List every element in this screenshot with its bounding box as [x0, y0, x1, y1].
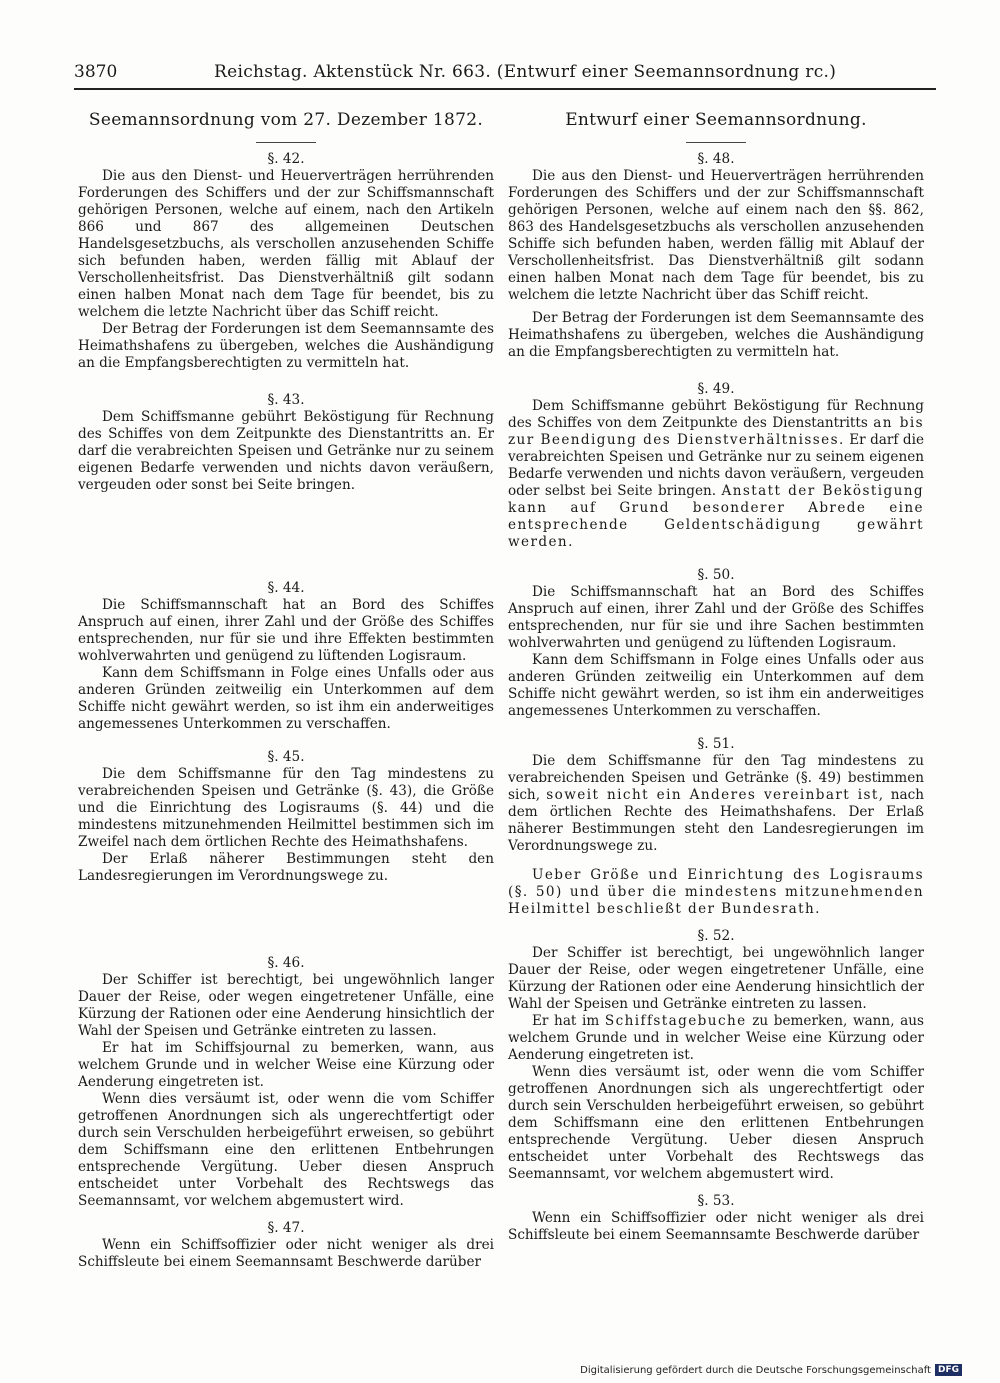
left-column	[78, 110, 494, 1271]
credit-text: Digitalisierung gefördert durch die Deutsche Forschungsgemeinschaft	[580, 1364, 931, 1376]
paragraph-text: nach dem örtlichen Rechte des Heimathshafens. Der Erlaß näherer Bestimmungen steht den Landesregierungen im Verordnungswege zu.	[508, 787, 924, 854]
section-head: §. 53.	[697, 1193, 735, 1209]
paragraph: Wenn ein Schiffsoffizier oder nicht weniger als drei Schiffsleute bei einem Seemannsamte Beschwerde darüber	[508, 1210, 924, 1243]
paragraph: Der Betrag der Forderungen ist dem Seemannsamte des Heimathshafens zu übergeben, welches die Aushändigung an die Empfangsberechtigten zu vermitteln hat.	[508, 310, 924, 360]
paragraph-text: zu bemerken, wann, aus welchem Grunde und in welcher Weise eine Kürzung oder Aenderung eingetreten ist.	[508, 1013, 924, 1063]
left-column-title: Seemannsordnung vom 27. Dezember 1872.	[88, 110, 484, 130]
paragraph: Die Schiffsmannschaft hat an Bord des Schiffes Anspruch auf einen, ihrer Zahl und der Größe des Schiffes entsprechenden, nur für sie und ihre Effekten bestimmten wohlverwahrten und genügend zu lüftenden Logisraum.	[78, 597, 494, 664]
header-rule	[74, 88, 936, 90]
paragraph: Wenn ein Schiffsoffizier oder nicht weniger als drei Schiffsleute bei einem Seemannsamt Beschwerde darüber	[78, 1237, 494, 1270]
paragraph: Dem Schiffsmanne gebührt Beköstigung für Rechnung des Schiffes von dem Zeitpunkte des Dienstantritts an. Er darf die verabreichten Speisen und Getränke nur zu seinem eigenen Bedarfe verwenden und nichts davon veräußern, vergeuden oder sonst bei Seite bringen.	[78, 409, 494, 493]
paragraph: Der Schiffer ist berechtigt, bei ungewöhnlich langer Dauer der Reise, oder wegen eingetretener Unfälle, eine Kürzung der Rationen oder eine Aenderung hinsichtlich der Wahl der Speisen und Getränke eintreten zu lassen.	[508, 945, 924, 1012]
paragraph	[508, 753, 924, 855]
dfg-logo: DFG	[935, 1364, 962, 1376]
section-head: §. 44.	[267, 580, 305, 596]
section-head: §. 48.	[697, 151, 735, 167]
paragraph: Wenn dies versäumt ist, oder wenn die vom Schiffer getroffenen Anordnungen sich als ungerechtfertigt oder durch sein Verschulden herbeigeführt erweisen, so gebührt dem Schiffsmann eine den erlittenen Entbehrungen entsprechende Vergütung. Ueber diesen Anspruch entscheidet unter Vorbehalt des Rechtswegs das Seemannsamt, vor welchem abgemustert wird.	[508, 1064, 924, 1182]
paragraph: Die aus den Dienst- und Heuerverträgen herrührenden Forderungen des Schiffers und der zur Schiffsmannschaft gehörigen Personen, welche auf einem, nach den Artikeln 866 und 867 des allgemeinen Deutschen Handelsgesetzbuchs, als verschollen anzusehenden Schiffe sich befunden haben, werden fällig mit Ablauf der Verschollenheitsfrist. Das Dienstverhältniß gilt sodann einen halben Monat nach dem Tage für beendet, bis zu welchem die letzte Nachricht über das Schiff reicht.	[78, 168, 494, 320]
section-head: §. 50.	[697, 567, 735, 583]
title-separator	[256, 142, 316, 143]
paragraph: Kann dem Schiffsmann in Folge eines Unfalls oder aus anderen Gründen zeitweilig ein Unterkommen auf dem Schiffe nicht gewährt werden, so ist ihm ein anderweitiges angemessenes Unterkommen zu verschaffen.	[78, 665, 494, 732]
page-number: 3870	[74, 62, 118, 82]
title-separator	[686, 142, 746, 143]
paragraph-text-spaced: Schiffstagebuche	[604, 1013, 747, 1029]
paragraph: Kann dem Schiffsmann in Folge eines Unfalls oder aus anderen Gründen zeitweilig ein Unterkommen auf dem Schiffe nicht gewährt werden, so ist ihm ein anderweitiges angemessenes Unterkommen zu verschaffen.	[508, 652, 924, 719]
section-head: §. 43.	[267, 392, 305, 408]
paragraph-text-spaced: soweit nicht ein Anderes vereinbart ist,	[546, 787, 885, 803]
paragraph: Ueber Größe und Einrichtung des Logisraums (§. 50) und über die mindestens mitzunehmenden Heilmittel beschließt der Bundesrath.	[508, 867, 924, 917]
paragraph: Die aus den Dienst- und Heuerverträgen herrührenden Forderungen des Schiffers und der zur Schiffsmannschaft gehörigen Personen, welche auf einem nach den §§. 862, 863 des Handelsgesetzbuchs als verschollen anzusehenden Schiffe sich befunden haben, werden fällig mit Ablauf der Verschollenheitsfrist. Das Dienstverhältniß gilt sodann einen halben Monat nach dem Tage für beendet, bis zu welchem die letzte Nachricht über das Schiff reicht.	[508, 168, 924, 303]
paragraph: Der Erlaß näherer Bestimmungen steht den Landesregierungen im Verordnungswege zu.	[78, 851, 494, 884]
right-column	[508, 110, 924, 1244]
paragraph: Die Schiffsmannschaft hat an Bord des Schiffes Anspruch auf einen, ihrer Zahl und der Größe des Schiffes entsprechenden, nur für sie und ihre Sachen bestimmten wohlverwahrten und genügend zu lüftenden Logisraum.	[508, 584, 924, 651]
section-head: §. 52.	[697, 928, 735, 944]
paragraph: Er hat im Schiffsjournal zu bemerken, wann, aus welchem Grunde und in welcher Weise eine Kürzung oder Aenderung eingetreten ist.	[78, 1040, 494, 1090]
digitization-credit	[580, 1364, 962, 1376]
section-head: §. 49.	[697, 381, 735, 397]
right-column-title: Entwurf einer Seemannsordnung.	[565, 110, 867, 130]
paragraph	[508, 398, 924, 551]
paragraph: Wenn dies versäumt ist, oder wenn die vom Schiffer getroffenen Anordnungen sich als ungerechtfertigt oder durch sein Verschulden herbeigeführt erweisen, so gebührt dem Schiffsmann eine den erlittenen Entbehrungen entsprechende Vergütung. Ueber diesen Anspruch entscheidet unter Vorbehalt des Rechtswegs das Seemannsamt, vor welchem abgemustert wird.	[78, 1091, 494, 1209]
section-head: §. 45.	[267, 749, 305, 765]
paragraph-text-spaced: an bis zur Beendigung des Dienstverhältnisses.	[508, 415, 924, 448]
paragraph: Der Betrag der Forderungen ist dem Seemannsamte des Heimathshafens zu übergeben, welches die Aushändigung an die Empfangsberechtigten zu vermitteln hat.	[78, 321, 494, 371]
paragraph: Der Schiffer ist berechtigt, bei ungewöhnlich langer Dauer der Reise, oder wegen eingetretener Unfälle, eine Kürzung der Rationen oder eine Aenderung hinsichtlich der Wahl der Speisen und Getränke eintreten zu lassen.	[78, 972, 494, 1039]
paragraph-text-spaced: Anstatt der Beköstigung kann auf Grund besonderer Abrede eine entsprechende Geldentschädigung gewährt werden.	[508, 483, 925, 550]
section-head: §. 51.	[697, 736, 735, 752]
section-head: §. 42.	[267, 151, 305, 167]
paragraph-text: Die dem Schiffsmanne für den Tag mindestens zu verabreichenden Speisen und Getränke (§. 49) bestimmen sich,	[508, 753, 924, 803]
paragraph	[508, 1013, 924, 1064]
paragraph-text: Er hat im	[532, 1013, 600, 1029]
paragraph-text: Er darf die verabreichten Speisen und Getränke nur zu seinem eigenen Bedarfe verwenden und nichts davon veräußern, vergeuden oder selbst bei Seite bringen.	[508, 432, 924, 499]
paragraph-text: Dem Schiffsmanne gebührt Beköstigung für Rechnung des Schiffes von dem Zeitpunkte des Dienstantritts	[508, 398, 924, 431]
paragraph: Die dem Schiffsmanne für den Tag mindestens zu verabreichenden Speisen und Getränke (§. 43), die Größe und die Einrichtung des Logisraums (§. 44) und die mindestens mitzunehmenden Heilmittel bestimmen sich im Zweifel nach dem örtlichen Rechte des Heimathshafens.	[78, 766, 494, 850]
section-head: §. 46.	[267, 955, 305, 971]
running-title: Reichstag. Aktenstück Nr. 663. (Entwurf einer Seemannsordnung rc.)	[214, 62, 837, 82]
section-head: §. 47.	[267, 1220, 305, 1236]
page-header	[74, 62, 936, 86]
